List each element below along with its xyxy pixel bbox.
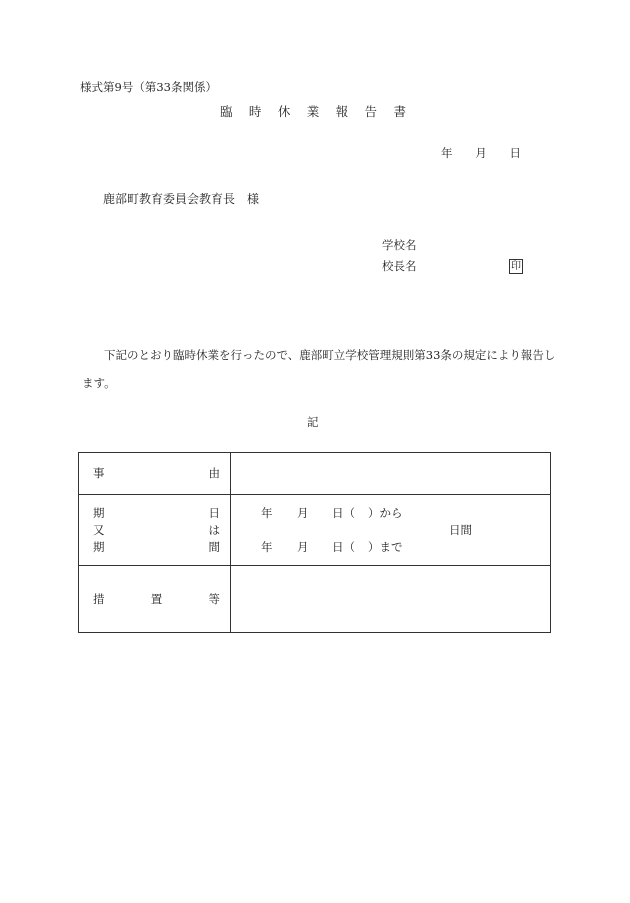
ki-heading: 記 (307, 415, 319, 429)
title-char: 報 (335, 104, 349, 119)
end-suffix: ）まで (368, 540, 403, 554)
addressee: 鹿部町教育委員会教育長 様 (103, 192, 260, 206)
start-suffix: ）から (368, 506, 403, 520)
period-label-line-2 (93, 525, 220, 537)
measures-row (79, 565, 550, 632)
title-char: 休 (277, 104, 291, 119)
label-char: 又 (93, 523, 105, 537)
label-char: 由 (208, 466, 220, 480)
date-year: 年 (441, 146, 453, 160)
seal-mark: 印 (509, 259, 523, 274)
document-title (220, 106, 406, 119)
end-day: 日（ (332, 540, 355, 554)
end-month: 月 (297, 540, 309, 554)
label-char: 等 (208, 592, 220, 606)
start-day: 日（ (332, 506, 355, 520)
title-char: 臨 (220, 104, 233, 119)
label-char: 措 (93, 592, 105, 606)
days-label: 日間 (449, 523, 472, 537)
title-char: 書 (393, 104, 406, 119)
label-char: 期 (93, 540, 105, 554)
reason-row (79, 453, 550, 494)
title-char: 告 (364, 104, 378, 119)
date-day: 日 (509, 146, 521, 160)
label-char: 日 (208, 506, 220, 520)
end-year: 年 (261, 540, 273, 554)
period-label-line-3 (93, 542, 220, 554)
report-table (78, 452, 551, 633)
reason-label (93, 468, 220, 480)
label-char: 置 (150, 592, 163, 606)
measures-label (93, 594, 220, 606)
title-char: 業 (306, 104, 320, 119)
title-char: 時 (248, 104, 262, 119)
label-char: 事 (93, 466, 105, 480)
school-name-label: 学校名 (382, 238, 417, 252)
label-char: は (208, 523, 220, 537)
date-line (441, 148, 521, 160)
start-month: 月 (297, 506, 309, 520)
date-month: 月 (475, 146, 487, 160)
form-number: 様式第9号（第33条関係） (80, 80, 217, 94)
start-year: 年 (261, 506, 273, 520)
label-char: 期 (93, 506, 105, 520)
period-row (79, 494, 550, 565)
body-text: 下記のとおり臨時休業を行ったので、鹿部町立学校管理規則第33条の規定により報告します。 (82, 348, 556, 390)
principal-name-label: 校長名 (382, 259, 417, 273)
period-label-line-1 (93, 508, 220, 520)
label-char: 間 (208, 540, 220, 554)
